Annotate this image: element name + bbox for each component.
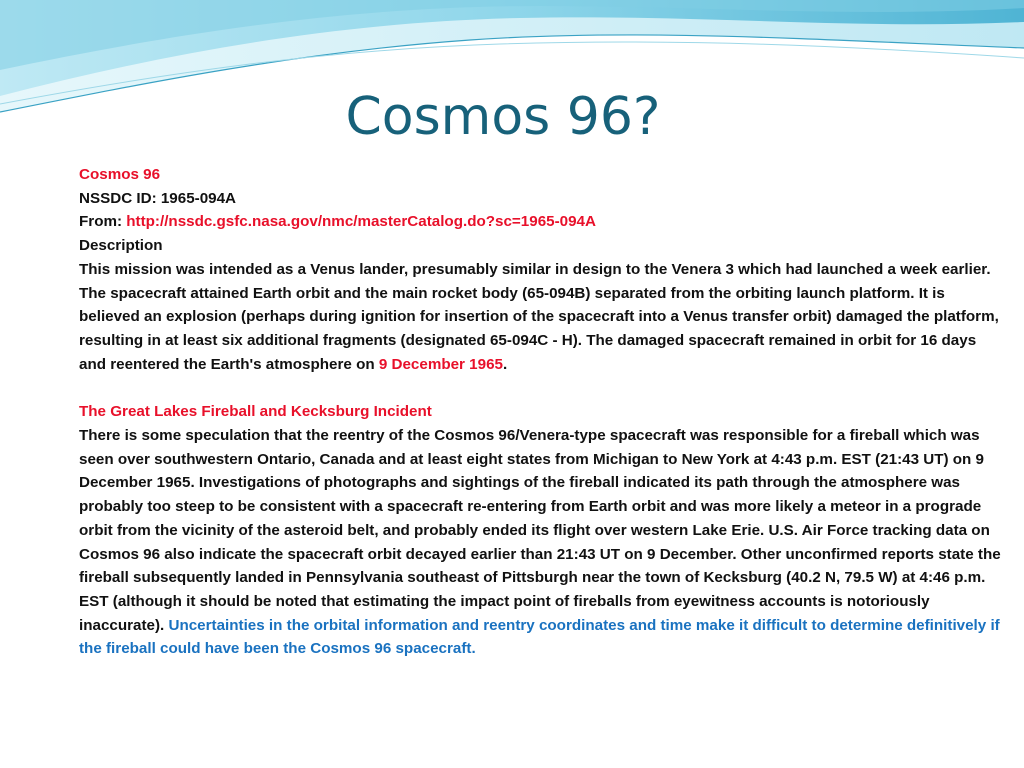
paragraph-spacer (79, 376, 1004, 400)
nssdc-id: NSSDC ID: 1965-094A (79, 189, 236, 207)
fireball-text: There is some speculation that the reentry of the Cosmos 96/Venera-type spacecraft was responsible for a fireball which was seen over southwestern Ontario, Canada and at least eight states from Michigan to New York at 4:43 p.m. EST (21:43 UT) on 9 December 1965. Investigations of photographs and sightings of the fireball indicated its path through the atmosphere was probably too steep to be consistent with a spacecraft re-entering from Earth orbit and was more likely a meteor in a prograde orbit from the vicinity of the asteroid belt, and probably ended its flight over western Lake Erie. U.S. Air Force tracking data on Cosmos 96 also indicate the spacecraft orbit decayed earlier than 21:43 UT on 9 December. Other unconfirmed reports state the fireball subsequently landed in Pennsylvania southeast of Pittsburgh near the town of Kecksburg (40.2 N, 79.5 W) at 4:46 p.m. EST (although it should be noted that estimating the impact point of fireballs from eyewitness accounts is notoriously inaccurate). (79, 427, 1001, 634)
section-heading-cosmos96: Cosmos 96 (79, 166, 161, 183)
section-heading-fireball: The Great Lakes Fireball and Kecksburg Incident (79, 403, 432, 421)
description-paragraph (79, 258, 1004, 377)
description-period: . (502, 355, 508, 373)
source-line (79, 210, 1004, 234)
source-link[interactable]: http://nssdc.gsfc.nasa.gov/nmc/masterCatalog.do?sc=1965-094A (126, 213, 596, 231)
source-label: From: (79, 213, 127, 231)
description-label: Description (79, 237, 163, 255)
slide-body (79, 163, 1004, 661)
description-text: This mission was intended as a Venus lander, presumably similar in design to the Venera 3 which had launched a week earlier. The spacecraft attained Earth orbit and the main rocket body (65-094B) separated from the orbiting launch platform. It is believed an explosion (perhaps during ignition for insertion of the spacecraft into a Venus transfer orbit) damaged the platform, resulting in at least six additional fragments (designated 65-094C - H). The damaged spacecraft remained in orbit for 16 days and reentered the Earth's atmosphere on (79, 260, 999, 373)
fireball-paragraph (79, 424, 1004, 661)
slide-title: Cosmos 96? (345, 87, 661, 147)
reentry-date-link[interactable]: 9 December 1965 (378, 355, 503, 373)
uncertainty-highlight: Uncertainties in the orbital information and reentry coordinates and time make it difficult to determine definitively if the fireball could have been the Cosmos 96 spacecraft. (79, 616, 1000, 658)
